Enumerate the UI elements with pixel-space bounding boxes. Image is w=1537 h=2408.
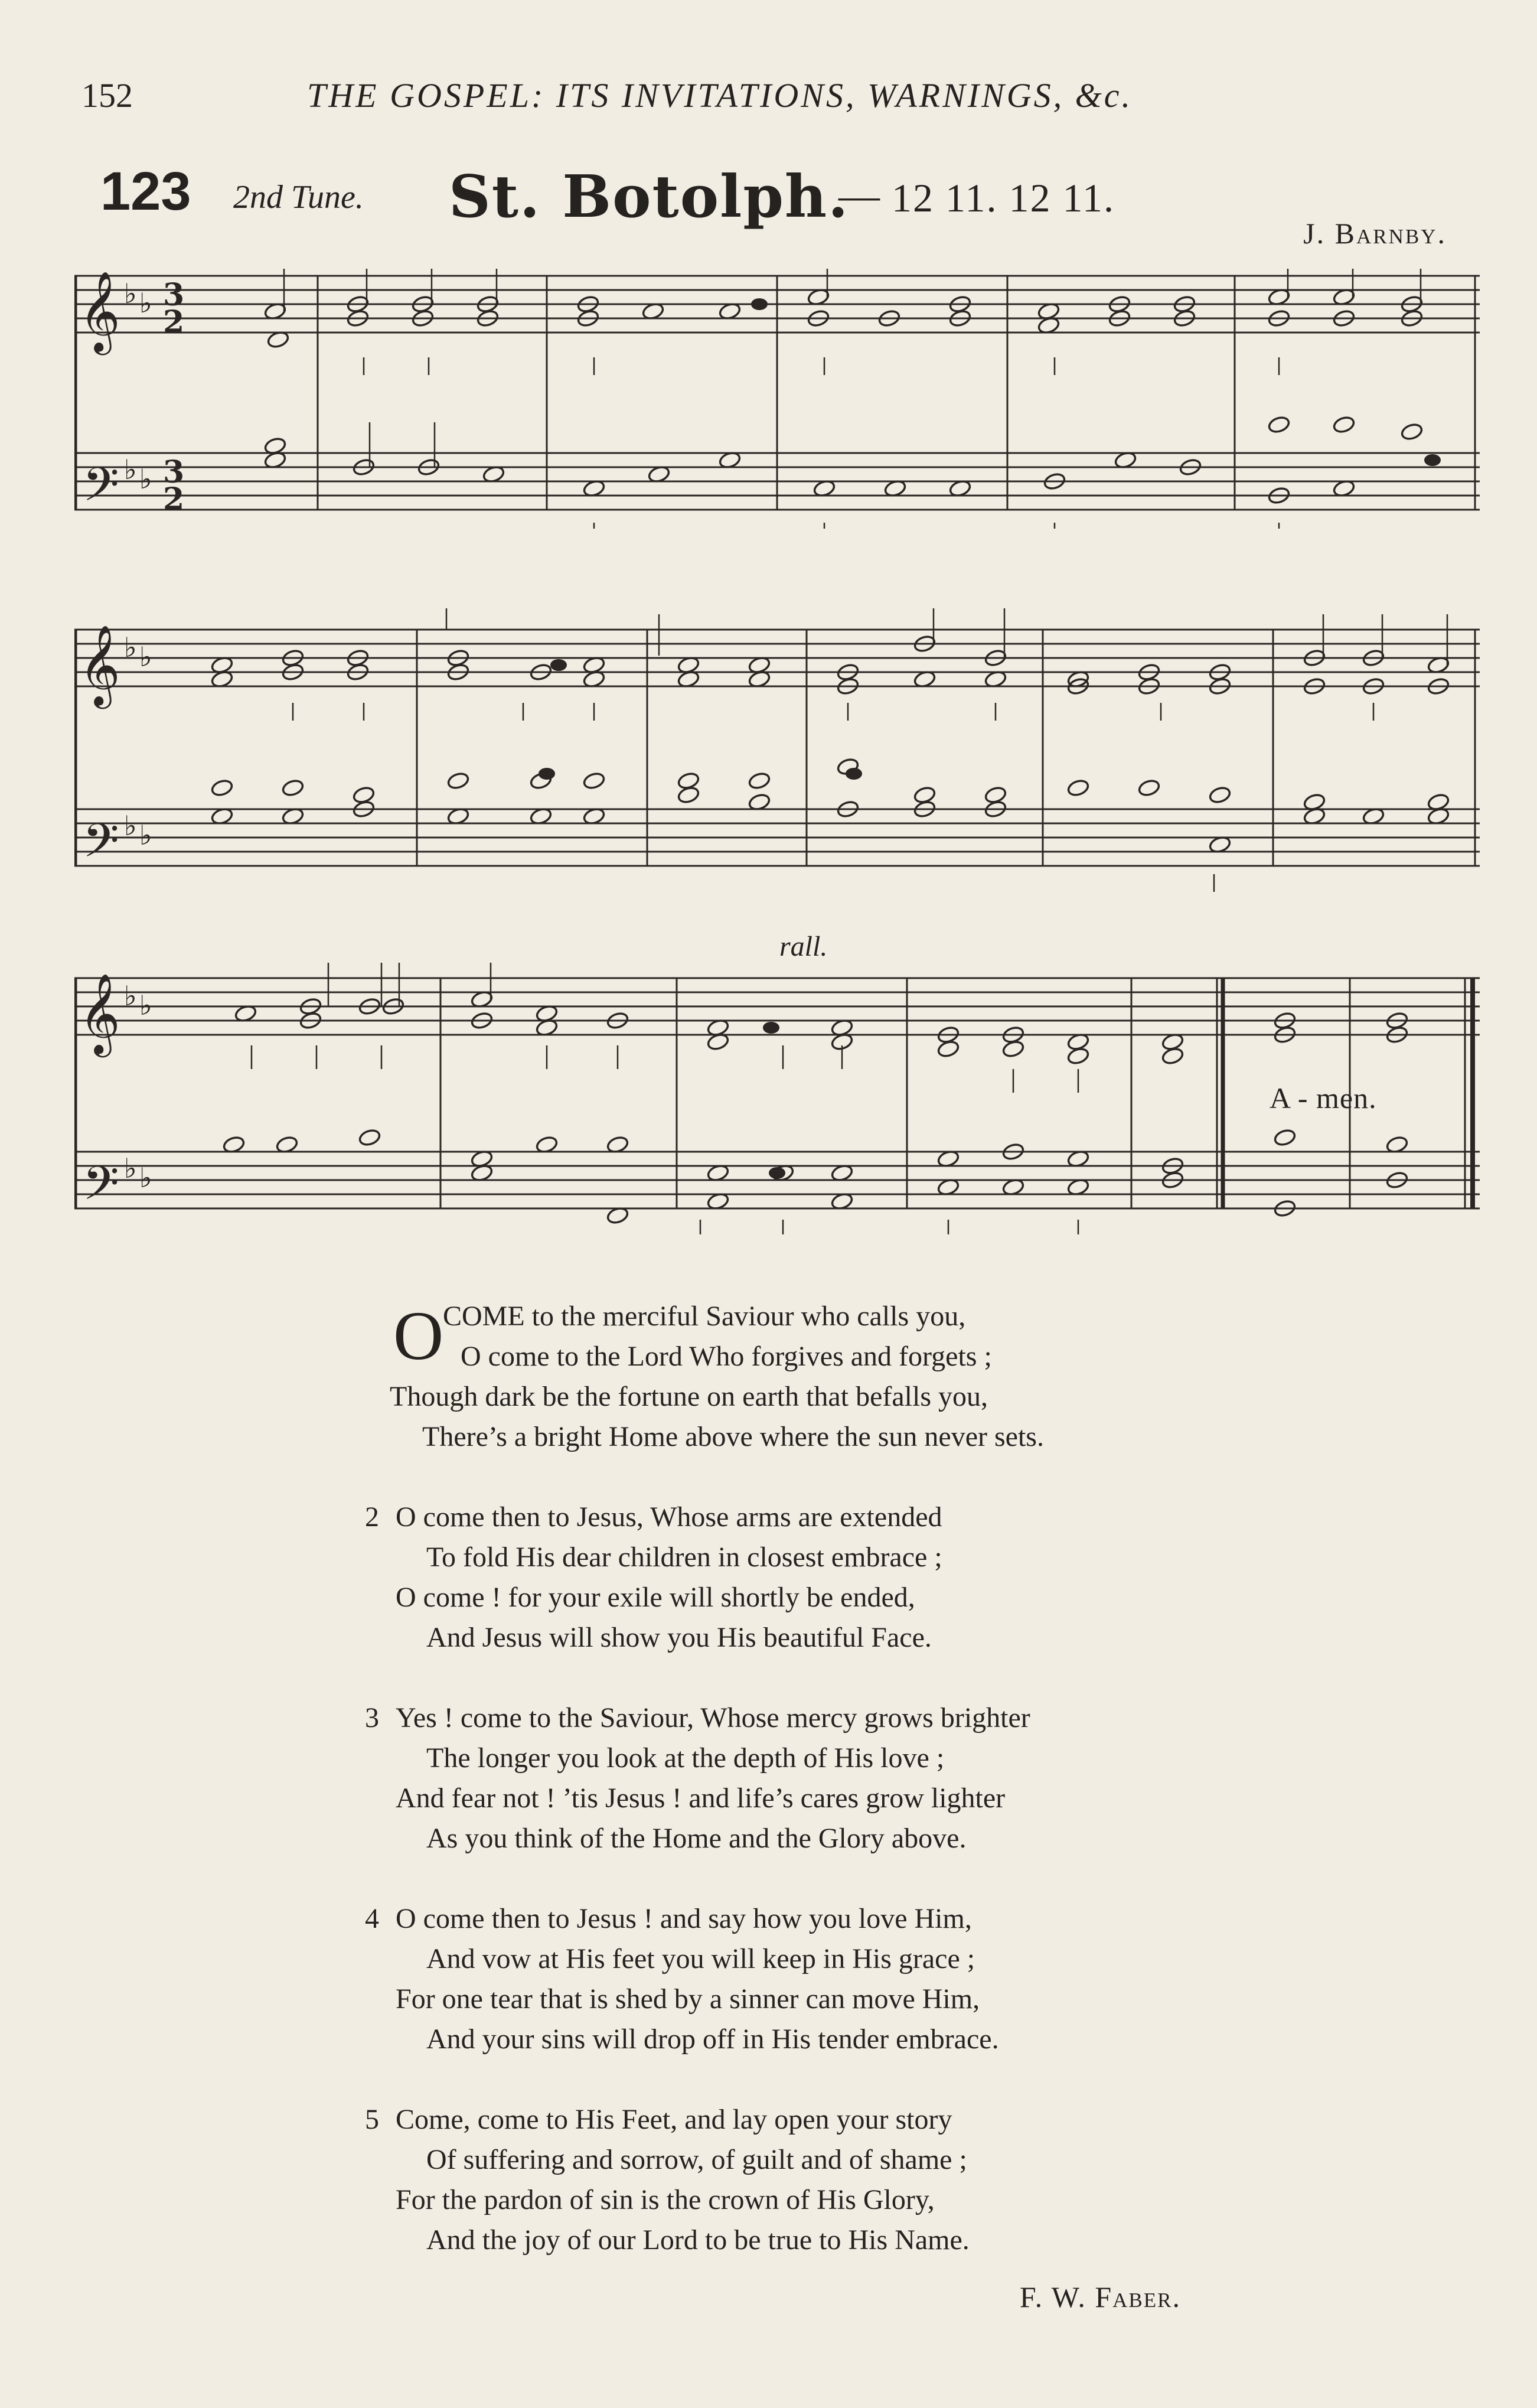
tune-meter: 12 11. 12 11. <box>892 175 1115 220</box>
svg-text:𝄞: 𝄞 <box>79 972 120 1054</box>
music-system-1 <box>74 269 1480 529</box>
drop-cap: O <box>393 1297 444 1374</box>
svg-text:♭: ♭ <box>124 810 137 842</box>
verse-line: And your sins will drop off in His tender embrace. <box>426 2023 999 2055</box>
verse-line: Yes ! come to the Saviour, Whose mercy grows brighter <box>396 1702 1030 1734</box>
music-staff-system-2 <box>74 597 1480 892</box>
stanza-2 <box>365 1497 1346 1658</box>
verse-line: O come then to Jesus, Whose arms are extended <box>396 1501 942 1533</box>
music-system-2 <box>74 597 1480 892</box>
svg-text:♭: ♭ <box>139 1162 152 1194</box>
composer: J. Barnby. <box>1303 217 1447 250</box>
stanza-number: 2 <box>365 1501 379 1533</box>
stanza-1 <box>342 1296 1346 1457</box>
verse-line: COME to the merciful Saviour who calls you, <box>443 1301 966 1332</box>
music-staff-system-3 <box>74 951 1480 1234</box>
music-staff-system-1 <box>74 269 1480 529</box>
svg-text:♭: ♭ <box>139 641 152 673</box>
stanza-4 <box>365 1899 1346 2060</box>
running-header <box>77 76 1258 123</box>
hymn-verses <box>342 1296 1346 2301</box>
title-dash: — <box>838 173 880 219</box>
stanza-number: 3 <box>365 1702 379 1734</box>
verse-line: And vow at His feet you will keep in His grace ; <box>426 1943 975 1974</box>
svg-text:𝄢: 𝄢 <box>83 813 119 879</box>
verse-line: Though dark be the fortune on earth that befalls you, <box>390 1381 988 1412</box>
svg-text:♭: ♭ <box>124 1152 137 1184</box>
svg-text:♭: ♭ <box>124 454 137 485</box>
music-system-3 <box>74 951 1480 1234</box>
stanza-number: 4 <box>365 1903 379 1934</box>
author-credit: F. W. Faber. <box>1019 2280 1181 2313</box>
page-number: 152 <box>81 76 133 115</box>
svg-text:2: 2 <box>163 481 185 517</box>
verse-line: And the joy of our Lord to be true to His Name. <box>426 2224 970 2256</box>
verse-line: As you think of the Home and the Glory above. <box>426 1823 967 1854</box>
svg-text:♭: ♭ <box>124 278 137 309</box>
verse-line: And fear not ! ’tis Jesus ! and life’s cares grow lighter <box>396 1783 1006 1814</box>
svg-text:♭: ♭ <box>139 463 152 495</box>
stanza-number: 5 <box>365 2104 379 2135</box>
verse-line: The longer you look at the depth of His love ; <box>426 1742 945 1774</box>
verse-line: O come ! for your exile will shortly be ended, <box>396 1582 915 1613</box>
svg-text:2: 2 <box>163 304 185 340</box>
hymn-number: 123 <box>100 161 191 221</box>
svg-text:♭: ♭ <box>139 287 152 319</box>
svg-text:3: 3 <box>163 277 185 313</box>
tune-name: St. Botolph. <box>449 163 850 231</box>
verse-line: O come then to Jesus ! and say how you love Him, <box>396 1903 972 1934</box>
svg-text:𝄢: 𝄢 <box>83 1156 119 1222</box>
verse-line: Of suffering and sorrow, of guilt and of shame ; <box>426 2144 967 2175</box>
amen-lyric: A - men. <box>1270 1081 1377 1115</box>
svg-text:𝄞: 𝄞 <box>79 624 120 705</box>
verse-line: Come, come to His Feet, and lay open your story <box>396 2104 952 2135</box>
verse-line: O come to the Lord Who forgives and forgets ; <box>461 1341 992 1372</box>
tune-label: 2nd Tune. <box>233 179 364 216</box>
svg-text:𝄞: 𝄞 <box>79 270 120 351</box>
verse-line: There’s a bright Home above where the sun never sets. <box>422 1421 1044 1452</box>
svg-text:3: 3 <box>163 454 185 490</box>
verse-line: To fold His dear children in closest embrace ; <box>426 1542 942 1573</box>
verse-line: And Jesus will show you His beautiful Face. <box>426 1622 932 1653</box>
svg-text:♭: ♭ <box>139 989 152 1021</box>
rallentando-mark: rall. <box>779 931 828 962</box>
running-title: THE GOSPEL: ITS INVITATIONS, WARNINGS, &c. <box>307 76 1133 115</box>
verse-line: For the pardon of sin is the crown of His Glory, <box>396 2184 935 2215</box>
svg-text:♭: ♭ <box>139 819 152 851</box>
stanza-5 <box>365 2100 1346 2260</box>
svg-text:𝄢: 𝄢 <box>83 457 119 523</box>
stanza-3 <box>365 1698 1346 1859</box>
svg-text:♭: ♭ <box>124 631 137 663</box>
svg-text:♭: ♭ <box>124 980 137 1012</box>
verse-line: For one tear that is shed by a sinner can move Him, <box>396 1983 980 2015</box>
